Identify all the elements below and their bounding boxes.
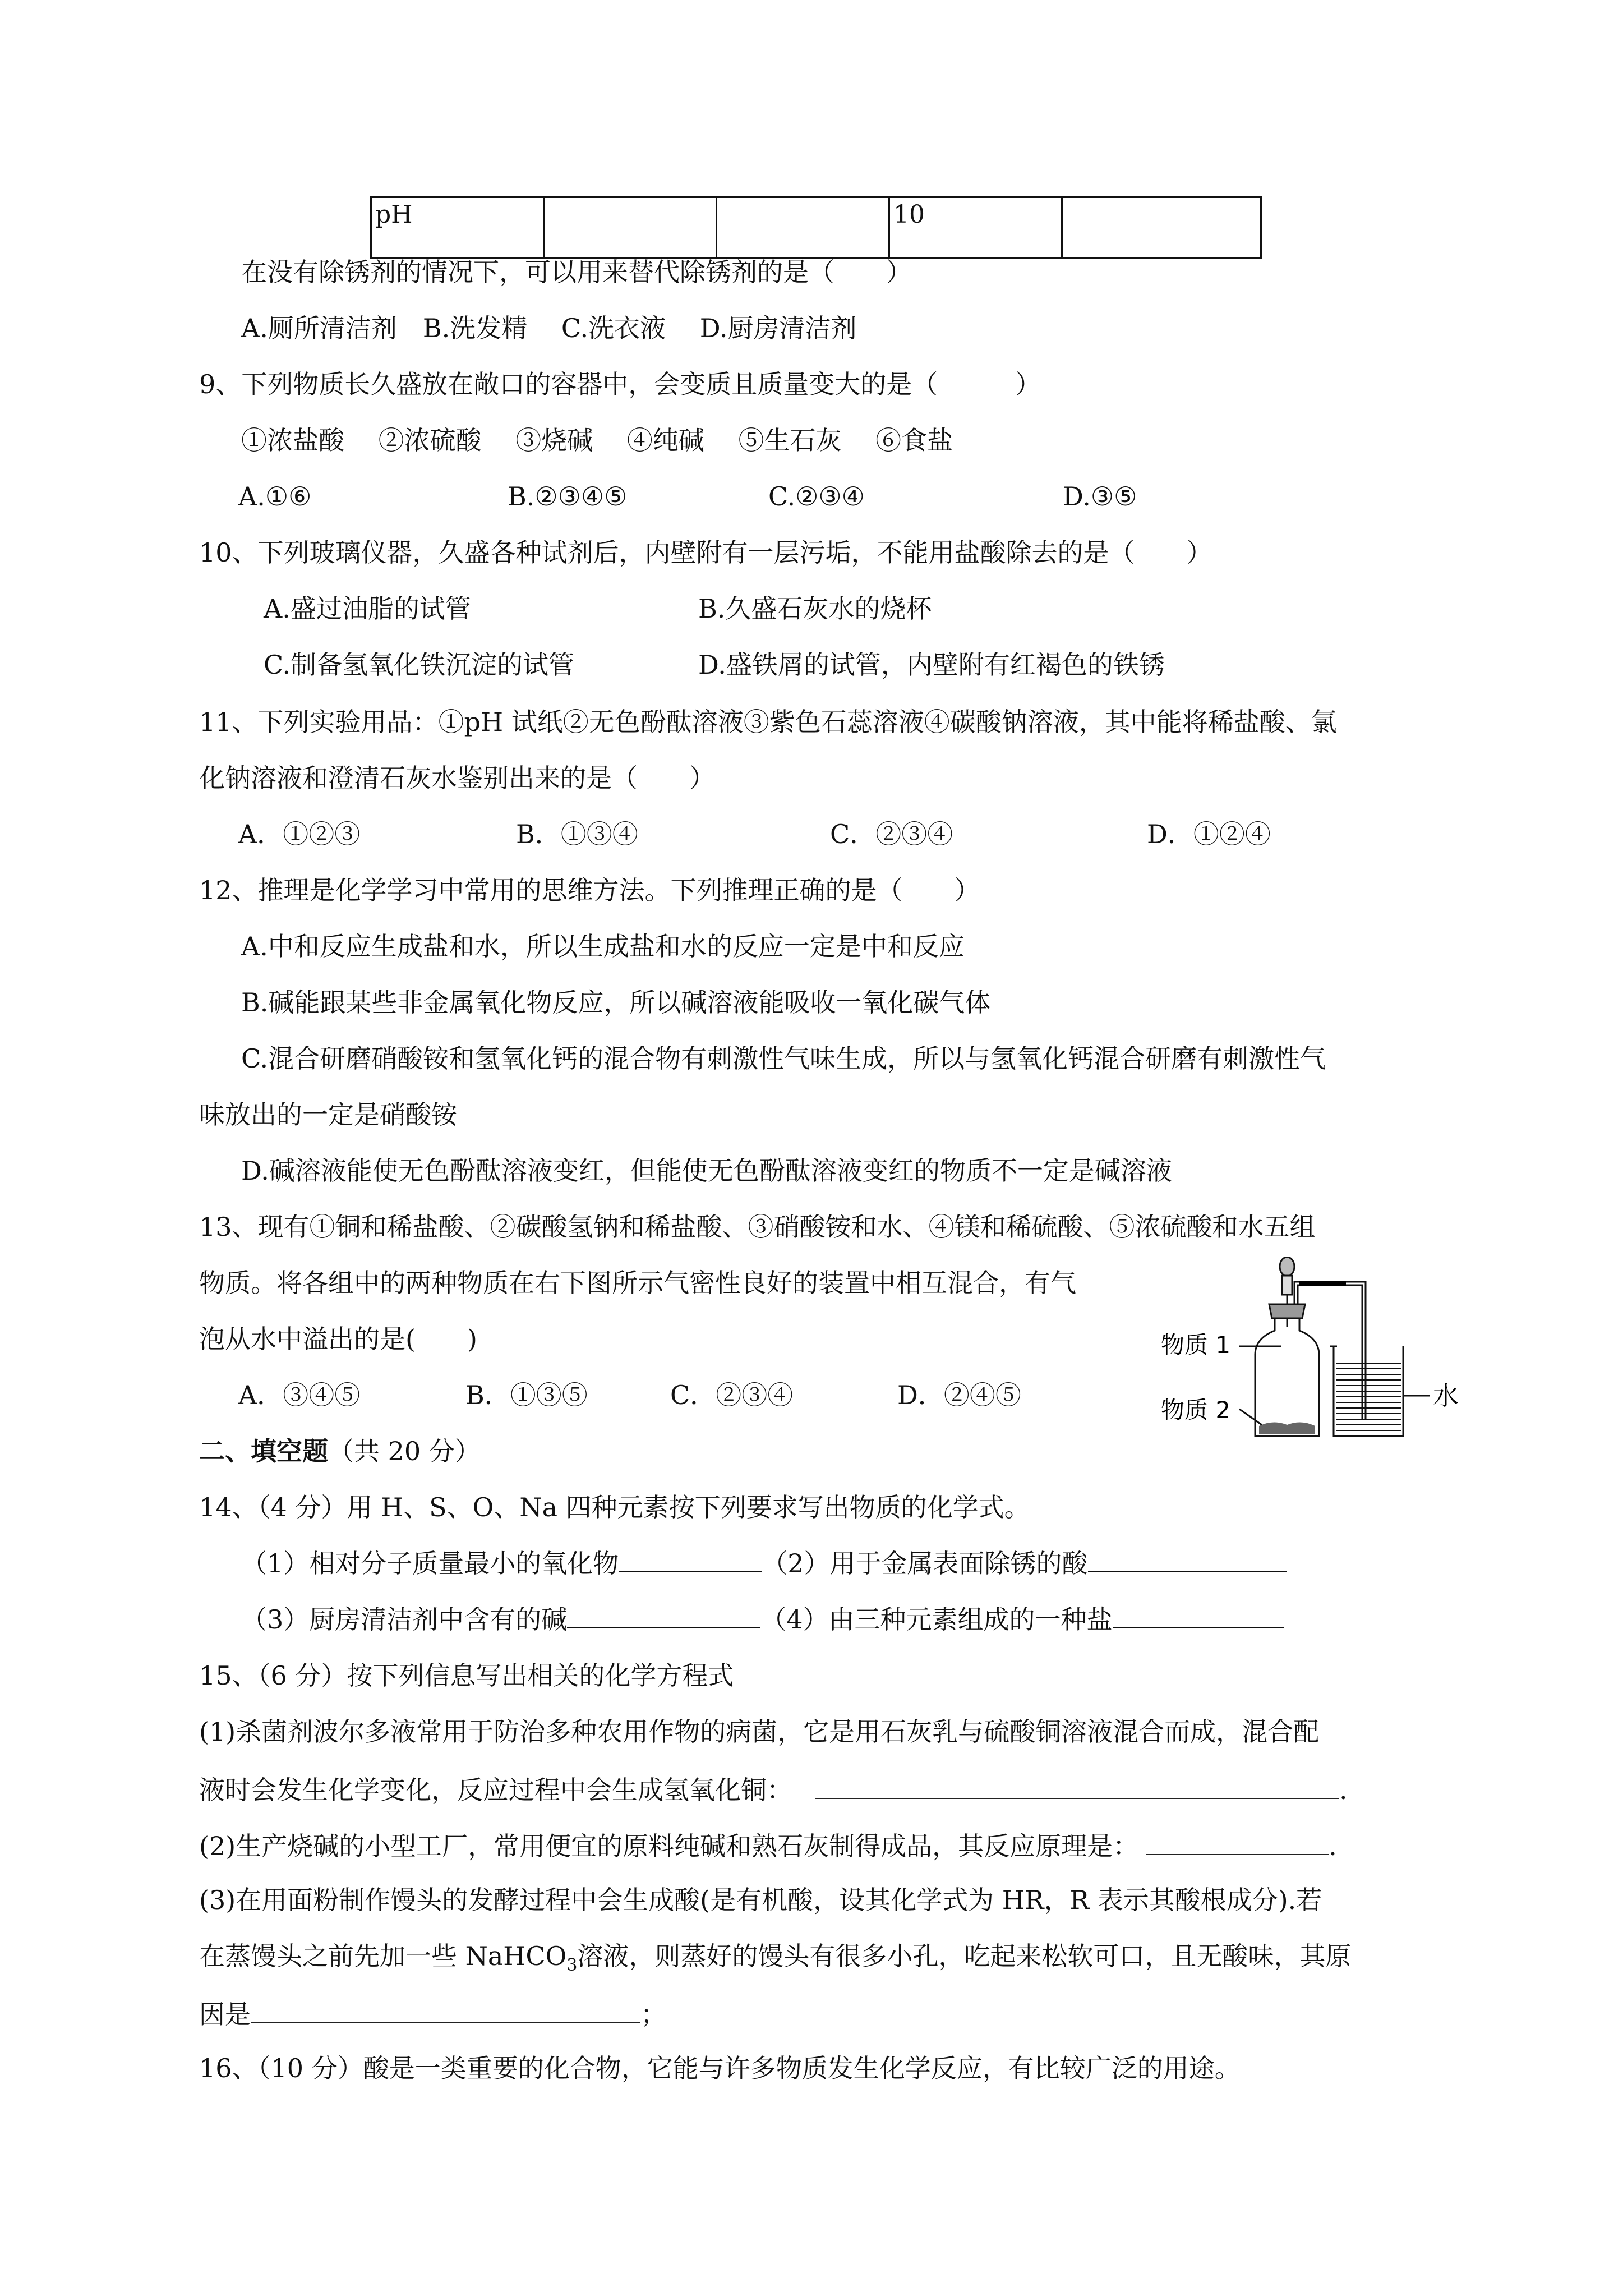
answer-blank[interactable] bbox=[619, 1571, 762, 1572]
q14-part-2-text: （2）用于金属表面除锈的酸 bbox=[762, 1548, 1088, 1579]
q14-part-3-text: （3）厨房清洁剂中含有的碱 bbox=[241, 1604, 568, 1635]
q12-option-a: A.中和反应生成盐和水，所以生成盐和水的反应一定是中和反应 bbox=[241, 931, 965, 961]
q16-stem: 16、（10 分）酸是一类重要的化合物，它能与许多物质发生化学反应，有比较广泛的用途。 bbox=[199, 2053, 1241, 2083]
answer-blank[interactable] bbox=[251, 1995, 640, 2023]
q9-items: ①浓盐酸 ②浓硫酸 ③烧碱 ④纯碱 ⑤生石灰 ⑥食盐 bbox=[241, 425, 953, 455]
q14-part-1-text: （1）相对分子质量最小的氧化物 bbox=[241, 1548, 619, 1579]
q15-part-2 bbox=[199, 1827, 1337, 1863]
answer-blank[interactable] bbox=[1088, 1571, 1287, 1572]
q12-option-d: D.碱溶液能使无色酚酞溶液变红，但能使无色酚酞溶液变红的物质不一定是碱溶液 bbox=[241, 1156, 1172, 1186]
q11-option-c: C．②③④ bbox=[830, 819, 953, 849]
q15-part-3a: (3)在用面粉制作馒头的发酵过程中会生成酸(是有机酸，设其化学式为 HR，R 表示其酸根成分).若 bbox=[199, 1885, 1322, 1915]
q11-option-a: A．①②③ bbox=[238, 819, 361, 849]
q15-part-1b bbox=[199, 1771, 1348, 1807]
q15-part-3c bbox=[199, 1995, 666, 2031]
table-row bbox=[371, 197, 1261, 259]
figure-label-substance-1: 物质 1 bbox=[1161, 1331, 1231, 1359]
q9-option-a: A.①⑥ bbox=[238, 481, 312, 512]
q9-stem: 9、下列物质长久盛放在敞口的容器中，会变质且质量变大的是（ ） bbox=[199, 369, 1041, 399]
q15-part-3b-post: 溶液，则蒸好的馒头有很多小孔，吃起来松软可口，且无酸味，其原 bbox=[577, 1941, 1352, 1971]
q14-stem: 14、（4 分）用 H、S、O、Na 四种元素按下列要求写出物质的化学式。 bbox=[199, 1492, 1030, 1522]
q11-option-d: D．①②④ bbox=[1147, 819, 1271, 849]
q13-stem-3: 泡从水中溢出的是( ) bbox=[199, 1324, 477, 1354]
q13-stem-2: 物质。将各组中的两种物质在右下图所示气密性良好的装置中相互混合，有气 bbox=[199, 1268, 1076, 1298]
q13-option-c: C．②③④ bbox=[670, 1380, 794, 1410]
section-2-points: （共 20 分） bbox=[328, 1436, 481, 1466]
q15-part-1b-text: 液时会发生化学变化，反应过程中会生成氢氧化铜： bbox=[199, 1775, 792, 1805]
q8-options: A.厕所清洁剂 B.洗发精 C.洗衣液 D.厨房清洁剂 bbox=[241, 313, 857, 343]
q10-option-c: C.制备氢氧化铁沉淀的试管 bbox=[264, 650, 575, 680]
answer-blank[interactable] bbox=[567, 1627, 760, 1628]
q13-stem-1: 13、现有①铜和稀盐酸、②碳酸氢钠和稀盐酸、③硝酸铵和水、④镁和稀硫酸、⑤浓硫酸和水五组 bbox=[199, 1212, 1316, 1242]
ph-table bbox=[370, 196, 1262, 259]
ph-label-cell: pH bbox=[371, 197, 544, 259]
period: . bbox=[1329, 1831, 1337, 1861]
period: . bbox=[1339, 1775, 1348, 1805]
figure-label-substance-2: 物质 2 bbox=[1161, 1396, 1231, 1424]
q12-option-b: B.碱能跟某些非金属氧化物反应，所以碱溶液能吸收一氧化碳气体 bbox=[241, 987, 991, 1018]
q10-stem: 10、下列玻璃仪器，久盛各种试剂后，内壁附有一层污垢，不能用盐酸除去的是（ ） bbox=[199, 537, 1212, 568]
table-cell bbox=[717, 197, 889, 259]
q13-option-b: B．①③⑤ bbox=[465, 1380, 588, 1410]
q14-part-3 bbox=[241, 1603, 1284, 1636]
q15-part-1a: (1)杀菌剂波尔多液常用于防治多种农用作物的病菌，它是用石灰乳与硫酸铜溶液混合而成，混合配 bbox=[199, 1717, 1320, 1747]
table-cell bbox=[544, 197, 717, 259]
q10-option-b: B.久盛石灰水的烧杯 bbox=[698, 593, 932, 624]
q12-option-c-1: C.混合研磨硝酸铵和氢氧化钙的混合物有刺激性气味生成，所以与氢氧化钙混合研磨有刺激性气 bbox=[241, 1043, 1326, 1074]
subscript-3: 3 bbox=[566, 1955, 578, 1976]
answer-blank[interactable] bbox=[1146, 1827, 1329, 1855]
q13-option-a: A．③④⑤ bbox=[238, 1380, 361, 1410]
q15-part-3b bbox=[199, 1939, 1351, 1982]
section-2-heading bbox=[199, 1434, 481, 1468]
figure-label-water: 水 bbox=[1433, 1381, 1459, 1411]
q11-stem-2: 化钠溶液和澄清石灰水鉴别出来的是（ ） bbox=[199, 763, 715, 793]
q12-option-c-2: 味放出的一定是硝酸铵 bbox=[199, 1099, 457, 1130]
q12-stem: 12、推理是化学学习中常用的思维方法。下列推理正确的是（ ） bbox=[199, 875, 980, 905]
table-cell bbox=[1062, 197, 1261, 259]
gas-apparatus-figure bbox=[1161, 1257, 1486, 1442]
q9-option-b: B.②③④⑤ bbox=[508, 481, 628, 512]
q14-part-4-text: （4）由三种元素组成的一种盐 bbox=[760, 1604, 1113, 1635]
q14-part-1 bbox=[241, 1547, 1287, 1580]
q15-stem: 15、（6 分）按下列信息写出相关的化学方程式 bbox=[199, 1660, 734, 1691]
q11-option-b: B．①③④ bbox=[516, 819, 638, 849]
semicolon: ； bbox=[640, 1999, 666, 2030]
section-2-title: 二、填空题 bbox=[199, 1436, 328, 1466]
q9-option-d: D.③⑤ bbox=[1063, 481, 1137, 512]
q9-option-c: C.②③④ bbox=[768, 481, 865, 512]
q10-option-a: A.盛过油脂的试管 bbox=[264, 593, 471, 624]
q15-part-3b-pre: 在蒸馒头之前先加一些 NaHCO bbox=[199, 1941, 567, 1971]
answer-blank[interactable] bbox=[1113, 1627, 1284, 1628]
q10-option-d: D.盛铁屑的试管，内壁附有红褐色的铁锈 bbox=[698, 650, 1165, 680]
table-cell: 10 bbox=[889, 197, 1062, 259]
q13-option-d: D．②④⑤ bbox=[897, 1380, 1021, 1410]
q11-stem-1: 11、下列实验用品：①pH 试纸②无色酚酞溶液③紫色石蕊溶液④碳酸钠溶液，其中能将稀盐酸、氯 bbox=[199, 707, 1337, 737]
q8-stem: 在没有除锈剂的情况下，可以用来替代除锈剂的是（ ） bbox=[241, 257, 912, 287]
answer-blank[interactable] bbox=[815, 1771, 1339, 1799]
q15-part-2-text: (2)生产烧碱的小型工厂，常用便宜的原料纯碱和熟石灰制得成品，其反应原理是： bbox=[199, 1831, 1139, 1861]
q15-part-3c-text: 因是 bbox=[199, 1999, 251, 2030]
